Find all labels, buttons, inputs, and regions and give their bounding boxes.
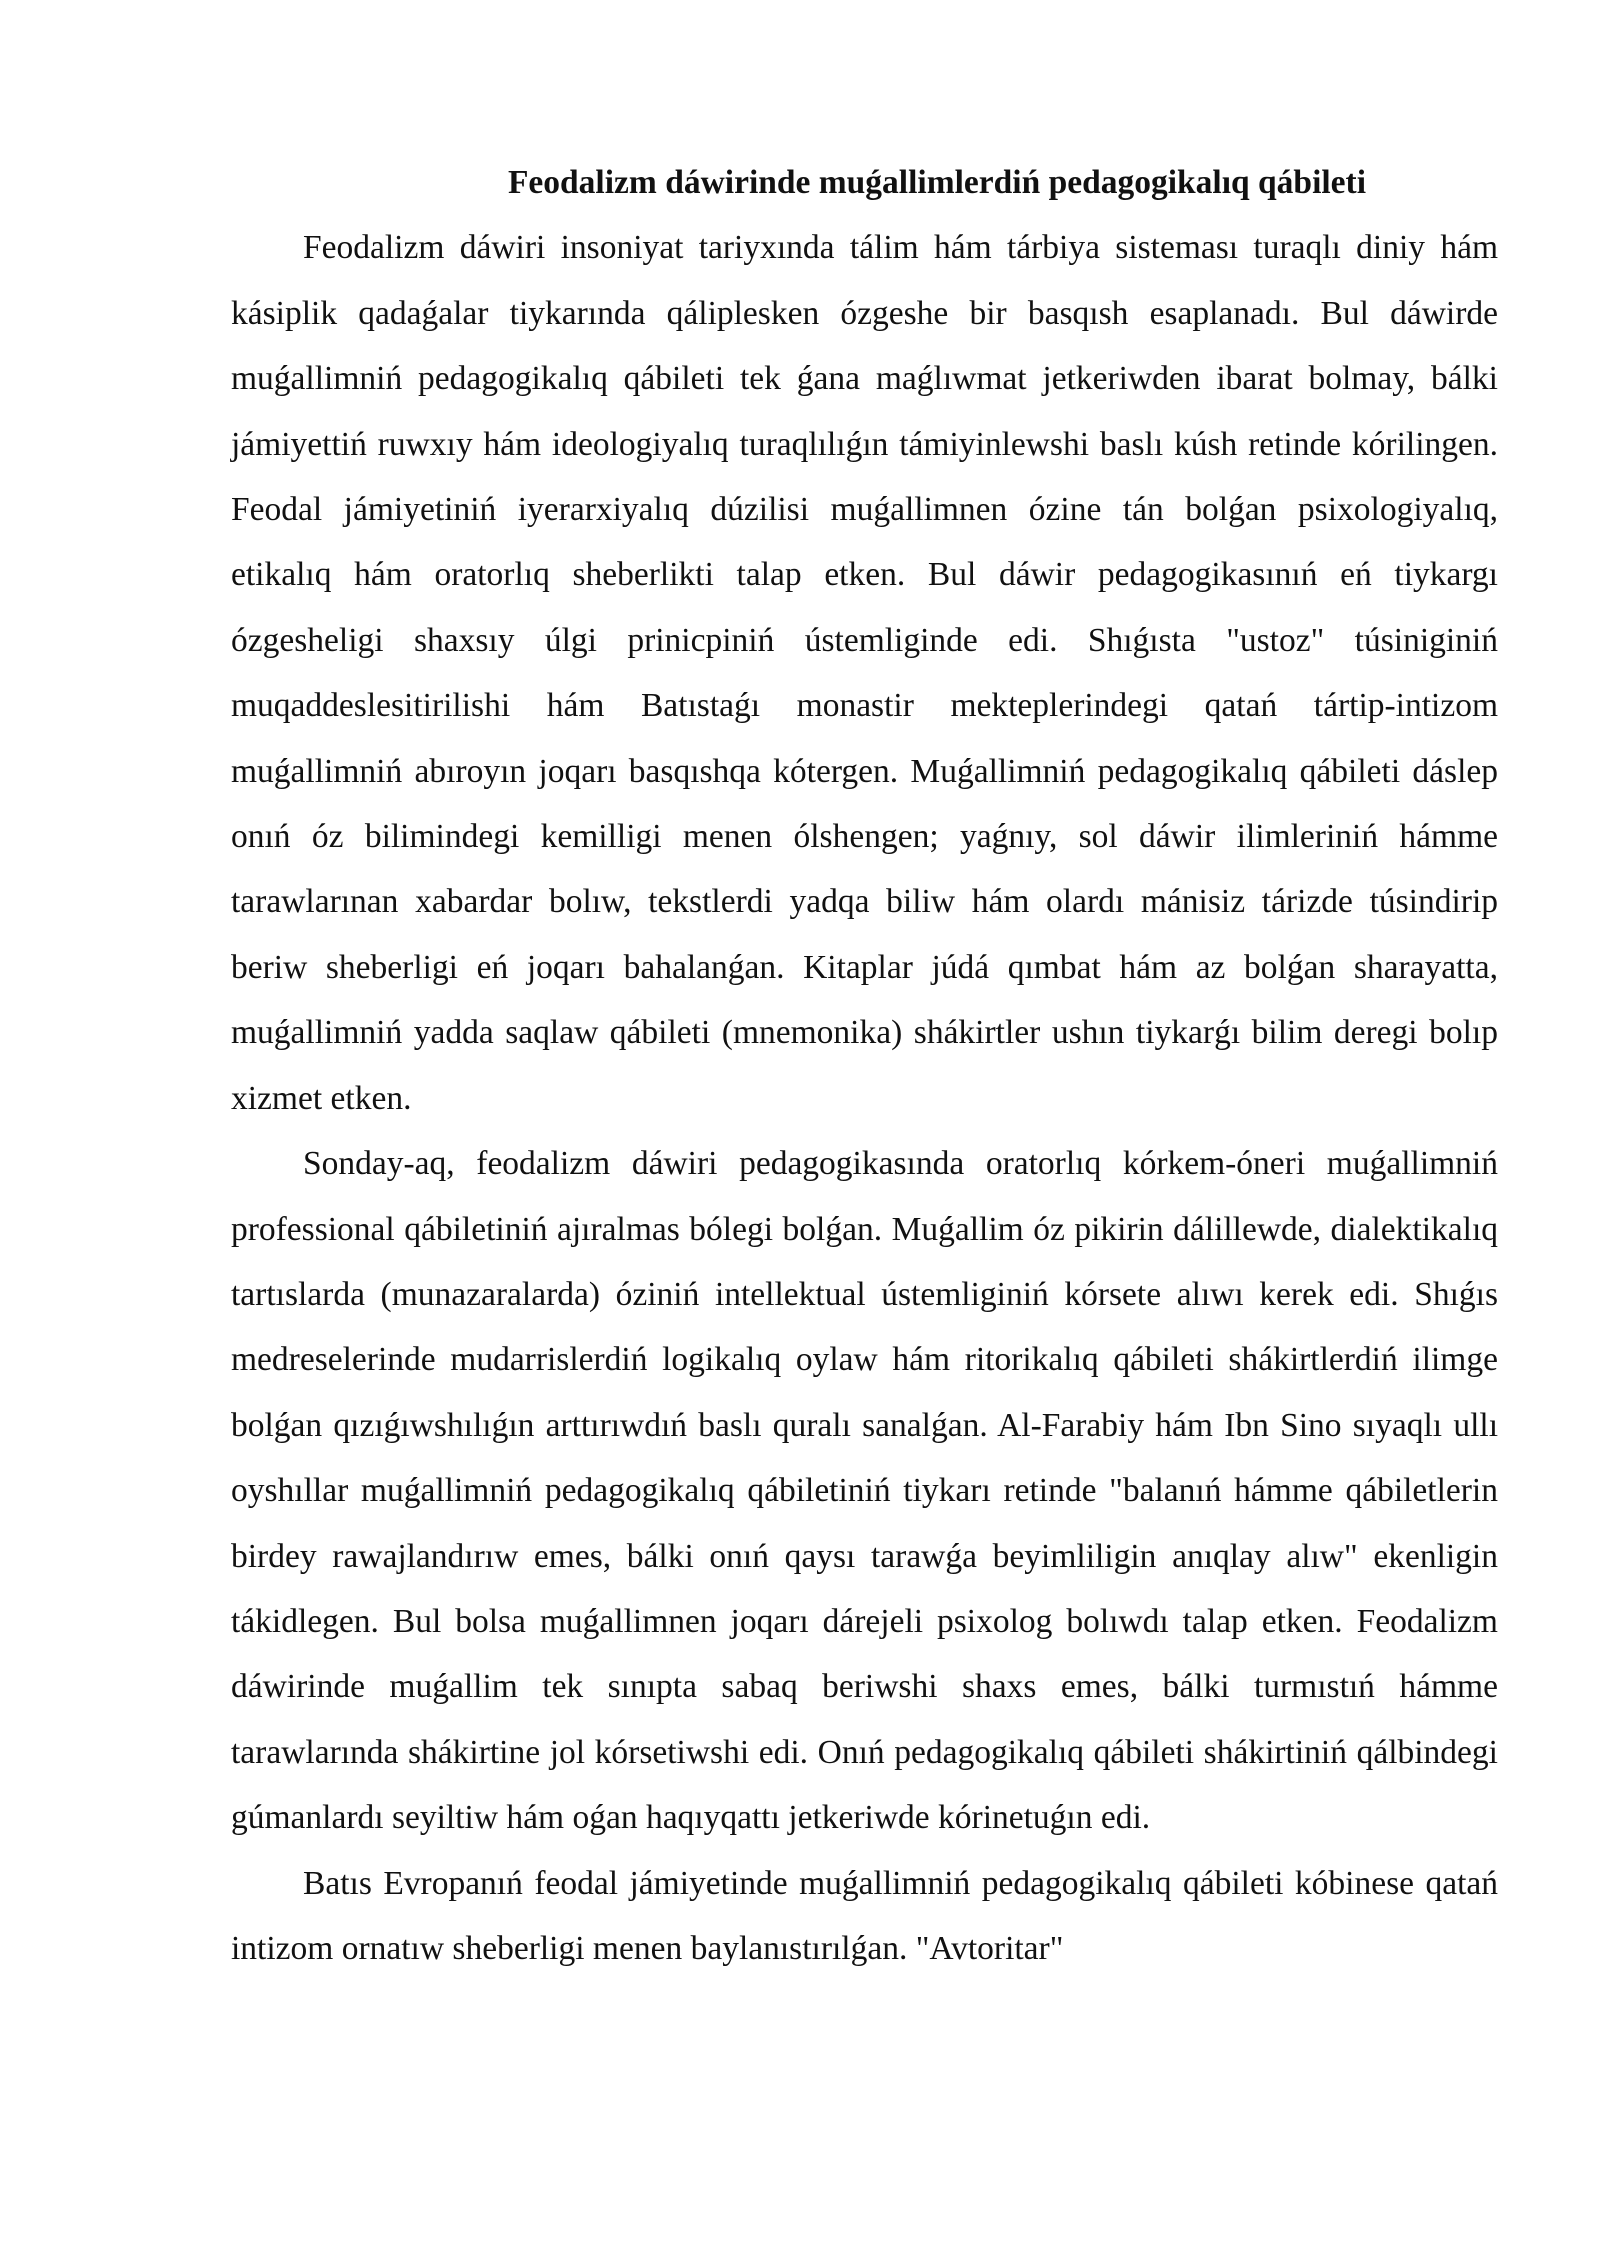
paragraph-1: Feodalizm dáwiri insoniyat tariyxında tálim hám tárbiya sisteması turaqlı diniy hám kásiplik qadaǵalar tiykarında qáliplesken ózgeshe bir basqısh esaplanadı. Bul dáwirde muǵallimniń pedagogikalıq qábileti tek ǵana maǵlıwmat jetkeriwden ibarat bolmay, bálki jámiyettiń ruwxıy hám ideologiyalıq turaqlılıǵın támiyinlewshi baslı kúsh retinde kórilingen. Feodal jámiyetiniń iyerarxiyalıq dúzilisi muǵallimnen ózine tán bolǵan psixologiyalıq, etikalıq hám oratorlıq sheberlikti talap etken. Bul dáwir pedagogikasınıń eń tiykargı ózgesheligi shaxsıy úlgi prinicpiniń ústemliginde edi. Shıǵısta "ustoz" túsiniginiń muqaddeslesitirilishi hám Batıstaǵı monastir mekteplerindegi qatań tártip-intizom muǵallimniń abıroyın joqarı basqıshqa kótergen. Muǵallimniń pedagogikalıq qábileti dáslep onıń óz bilimindegi kemilligi menen ólshengen; yaǵnıy, sol dáwir ilimleriniń hámme tarawlarınan xabardar bolıw, tekstlerdi yadqa biliw hám olardı mánisiz tárizde túsindirip beriw sheberligi eń joqarı bahalanǵan. Kitaplar júdá qımbat hám az bolǵan sharayatta, muǵallimniń yadda saqlaw qábileti (mnemonika) shákirtler ushın tiykarǵı bilim deregi bolıp xizmet etken. — [231, 229, 1498, 1117]
document-title: Feodalizm dáwirinde muǵallimlerdiń pedagogikalıq qábileti — [507, 164, 1367, 201]
paragraph-2: Sonday-aq, feodalizm dáwiri pedagogikasında oratorlıq kórkem-óneri muǵallimniń professional qábiletiniń ajıralmas bólegi bolǵan. Muǵallim óz pikirin dálillewde, dialektikalıq tartıslarda (munazaralarda) óziniń intellektual ústemliginiń kórsete alıwı kerek edi. Shıǵıs medreselerinde mudarrislerdiń logikalıq oylaw hám ritorikalıq qábileti shákirtlerdiń ilimge bolǵan qızıǵıwshılıǵın arttırıwdıń baslı quralı sanalǵan. Al-Farabiy hám Ibn Sino sıyaqlı ullı oyshıllar muǵallimniń pedagogikalıq qábiletiniń tiykarı retinde "balanıń hámme qábiletlerin birdey rawajlandırıw emes, bálki onıń qaysı tarawǵa beyimliligin anıqlay alıw" ekenligin tákidlegen. Bul bolsa muǵallimnen joqarı dárejeli psixolog bolıwdı talap etken. Feodalizm dáwirinde muǵallim tek sınıpta sabaq beriwshi shaxs emes, bálki turmıstıń hámme tarawlarında shákirtine jol kórsetiwshi edi. Onıń pedagogikalıq qábileti shákirtiniń qálbindegi gúmanlardı seyiltiw hám oǵan haqıyqattı jetkeriwde kórinetuǵın edi. — [231, 1145, 1498, 1837]
document-body — [231, 150, 1498, 1981]
paragraph-3: Batıs Evropanıń feodal jámiyetinde muǵallimniń pedagogikalıq qábileti kóbinese qatań intizom ornatıw sheberligi menen baylanıstırılǵan. "Avtoritar" — [231, 1864, 1498, 1967]
